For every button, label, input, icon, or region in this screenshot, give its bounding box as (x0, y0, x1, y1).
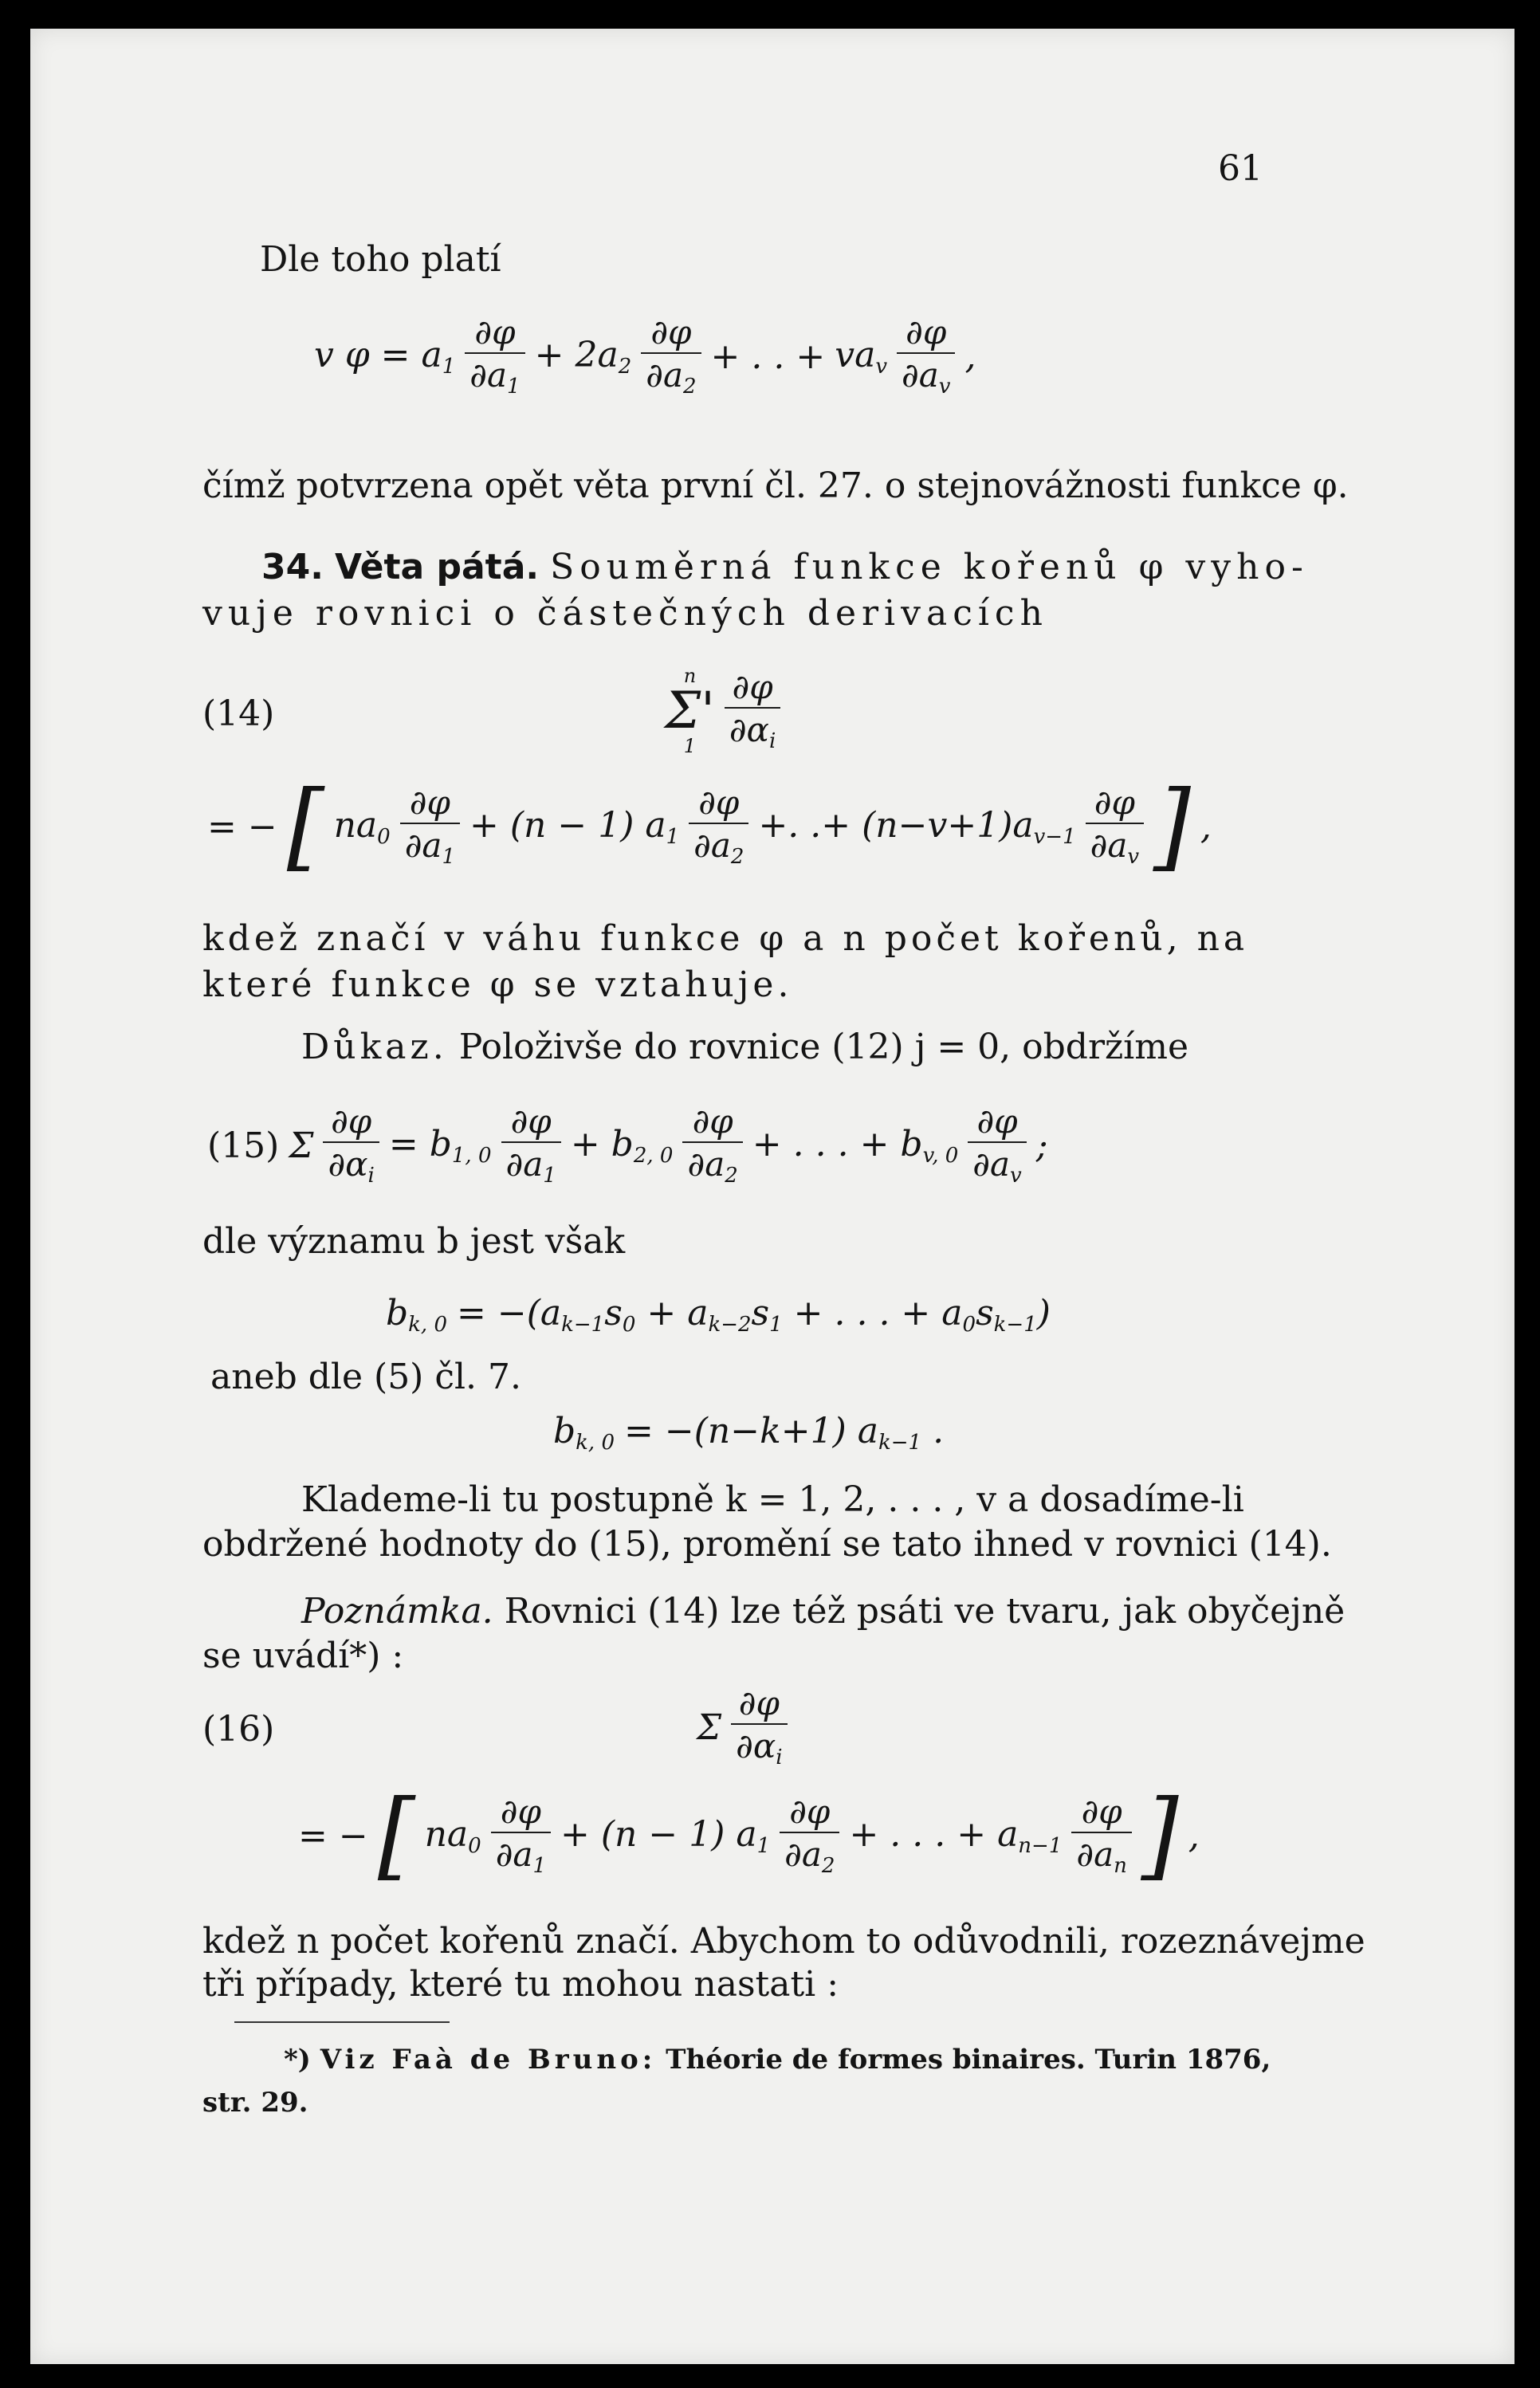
term-bv0: + . . . + $b_{v, 0}$ (752, 1123, 959, 1168)
equation-b-1 (381, 1293, 1055, 1337)
equation-weight-comma: , (964, 336, 976, 377)
fraction-dphi-da2-b: $\frac{\partial\varphi}{\partial a_2}$ (689, 786, 748, 867)
section-title: Věta pátá. (334, 547, 540, 587)
equation-weight-coef2: + $2a_2$ (534, 334, 632, 379)
fraction-dphi-da1-b: $\frac{\partial\varphi}{\partial a_1}$ (400, 786, 460, 867)
text-line-kdez2-2: tři případy, které tu mohou nastati : (202, 1964, 839, 2005)
fraction-dphi-dalpha-i: $\frac{\partial\varphi}{\partial\alpha_i}$ (725, 670, 780, 752)
footnote-rule (234, 2021, 450, 2023)
page-number: 61 (1218, 148, 1263, 189)
bracket-left: [ (286, 771, 324, 882)
theorem-line-2: vuje rovnici o částečných derivacích (202, 593, 1048, 634)
footnote-mark: *) (284, 2044, 311, 2076)
fraction-dphi-da1: $\frac{\partial\varphi}{\partial a_1}$ (465, 316, 524, 397)
fraction-dphi-dalpha-i-16: $\frac{\partial\varphi}{\partial\alpha_i}$ (731, 1687, 787, 1768)
equation-16-lhs (692, 1683, 792, 1769)
equation-14-rhs (202, 771, 1216, 882)
dukaz-text: Položivše do rovnice (12) j = 0, obdržíme (458, 1027, 1189, 1067)
sum-symbol: n Σ' 1 (665, 665, 715, 757)
fraction-dphi-da2-15: $\frac{\partial\varphi}{\partial a_2}$ (682, 1105, 742, 1186)
footnote-line-2: str. 29. (202, 2087, 308, 2119)
equation-14-comma: , (1200, 806, 1212, 847)
para-klademe-1: Klademe-li tu postupně k = 1, 2, . . . , v a dosadíme-li (301, 1479, 1244, 1520)
poznamka-line (301, 1591, 1346, 1632)
term-na0-16: $na_0$ (424, 1813, 481, 1858)
term-n-1-a1: + (n − 1) $a_1$ (469, 804, 680, 849)
section-heading (261, 547, 1309, 587)
dukaz-label: Důkaz. (301, 1027, 448, 1067)
equation-weight-coefv: $va_v$ (835, 334, 888, 379)
poznamka-line-2: se uvádí*) : (202, 1636, 404, 1676)
text-line-cimz: čímž potvrzena opět věta první čl. 27. o stejnovážnosti funkce φ. (202, 465, 1349, 506)
bracket-left-16: [ (377, 1780, 415, 1891)
footnote (284, 2044, 1271, 2076)
term-n-1-a1-16: + (n − 1) $a_1$ (560, 1813, 771, 1858)
equation-16-comma: , (1188, 1815, 1200, 1856)
text-line-aneb: aneb dle (5) čl. 7. (210, 1357, 522, 1397)
sum-symbol-16: Σ (697, 1707, 722, 1748)
b-k0-rhs-2: = −(n−k+1) $a_{k-1}$ . (624, 1411, 945, 1455)
text-line-dle-toho: Dle toho platí (260, 239, 501, 280)
fraction-dphi-dav: $\frac{\partial\varphi}{\partial a_v}$ (897, 316, 955, 397)
fraction-dphi-dan-16: $\frac{\partial\varphi}{\partial a_n}$ (1071, 1795, 1132, 1876)
equation-15 (202, 1102, 1053, 1188)
equation-14-lhs (660, 666, 785, 756)
fraction-dphi-da2-16: $\frac{\partial\varphi}{\partial a_2}$ (780, 1795, 839, 1876)
text-line-kdez-2: které funkce φ se vztahuje. (202, 964, 793, 1005)
equation-weight-lhs: v $\varphi = a_1$ (314, 334, 456, 379)
fraction-dphi-dav-b: $\frac{\partial\varphi}{\partial a_v}$ (1086, 786, 1144, 867)
equation-b-2 (548, 1411, 949, 1455)
equation-weight-dots: + . . + (710, 336, 826, 377)
fraction-dphi-da2: $\frac{\partial\varphi}{\partial a_2}$ (641, 316, 701, 397)
sum-symbol-15: Σ (289, 1125, 314, 1166)
poznamka-text: Rovnici (14) lze též psáti ve tvaru, jak obyčejně (504, 1591, 1346, 1632)
term-na0: $na_0$ (333, 804, 391, 849)
text-line-kdez2-1: kdež n počet kořenů značí. Abychom to odůvodnili, rozeznávejme (202, 1921, 1365, 1962)
minus-sign-16: = − (298, 1815, 368, 1856)
equation-16-rhs (293, 1780, 1204, 1891)
equation-15-semicolon: ; (1035, 1125, 1048, 1166)
term-an-1-16: + . . . + $a_{n-1}$ (849, 1813, 1063, 1858)
term-n-v-1: +. .+ $(n-v+1)a_{v-1}$ (758, 804, 1076, 849)
equation-weight (309, 312, 980, 399)
text-line-kdez-1: kdež značí v váhu funkce φ a n počet kořenů, na (202, 918, 1249, 959)
dukaz-line (301, 1027, 1189, 1067)
para-klademe-2: obdržené hodnoty do (15), promění se tato ihned v rovnici (14). (202, 1524, 1332, 1565)
fraction-dphi-da1-15: $\frac{\partial\varphi}{\partial a_1}$ (501, 1105, 561, 1186)
section-number: 34. (261, 547, 324, 587)
minus-sign: = − (207, 806, 277, 847)
fraction-dphi-da1-16: $\frac{\partial\varphi}{\partial a_1}$ (491, 1795, 551, 1876)
term-b20: + $b_{2, 0}$ (570, 1123, 674, 1168)
bracket-right: ] (1153, 771, 1191, 882)
text-line-vyznam: dle významu b jest však (202, 1221, 626, 1262)
footnote-author: Viz Faà de Bruno: (320, 2044, 657, 2076)
fraction-dphi-dav-15: $\frac{\partial\varphi}{\partial a_v}$ (968, 1105, 1026, 1186)
equation-14-label: (14) (202, 693, 275, 734)
theorem-line-1: Souměrná funkce kořenů φ vyho- (550, 547, 1309, 587)
footnote-text: Théorie de formes binaires. Turin 1876, (666, 2044, 1271, 2076)
book-page (30, 29, 1514, 2364)
b-k0-lhs-1: $b_{k, 0}$ (386, 1293, 447, 1337)
bracket-right-16: ] (1141, 1780, 1179, 1891)
equation-16-label: (16) (202, 1709, 275, 1750)
term-b10: = $b_{1, 0}$ (388, 1123, 492, 1168)
b-k0-lhs-2: $b_{k, 0}$ (553, 1411, 615, 1455)
poznamka-label: Poznámka. (301, 1591, 493, 1632)
b-k0-rhs-1: = $-(a_{k-1}s_0 + a_{k-2}s_1$ + . . . + $a_0s_{k-1}$) (457, 1293, 1051, 1337)
equation-15-label: (15) (207, 1125, 280, 1166)
fraction-dphi-dalpha-i-15: $\frac{\partial\varphi}{\partial\alpha_i}$ (323, 1105, 379, 1186)
